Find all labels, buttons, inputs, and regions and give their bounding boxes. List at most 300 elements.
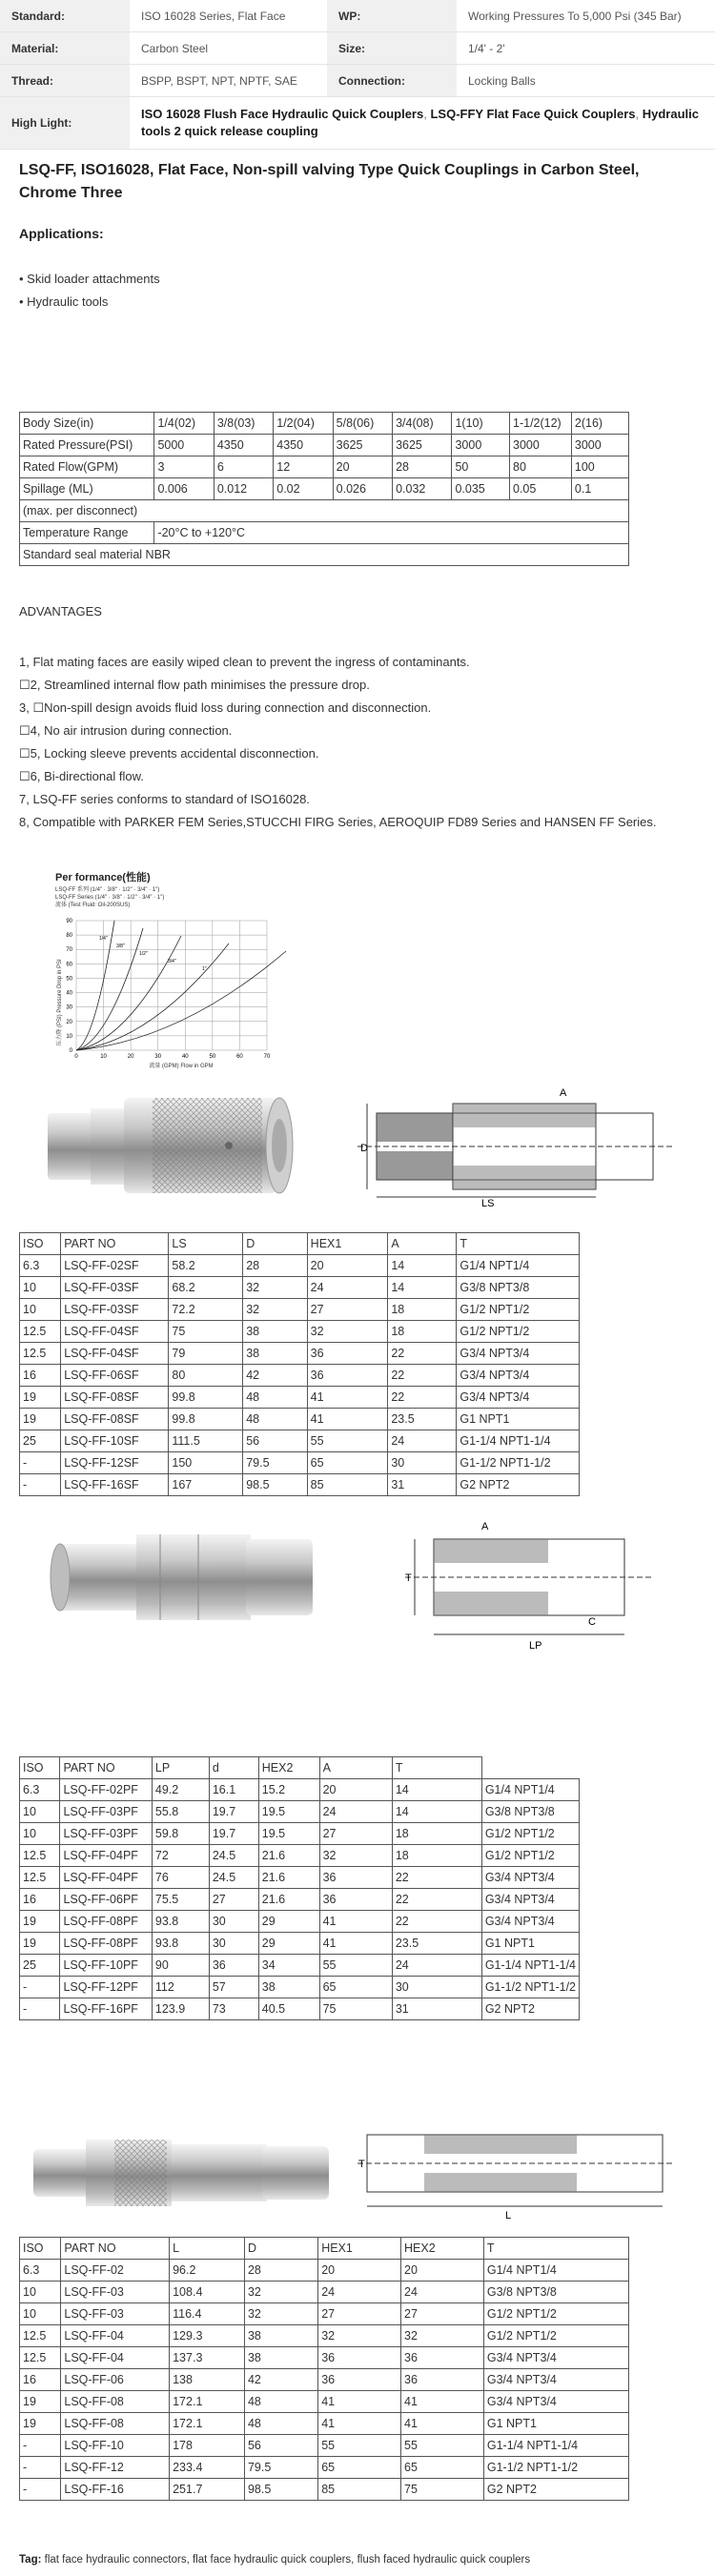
- size-cell: 100: [571, 456, 628, 478]
- table-cell: 98.5: [244, 2479, 317, 2501]
- diagram-label: C: [588, 1616, 596, 1628]
- table-cell: LSQ-FF-03SF: [61, 1299, 169, 1321]
- table-cell: 38: [243, 1321, 307, 1343]
- table-row: [20, 2435, 629, 2457]
- table-cell: LSQ-FF-10SF: [61, 1430, 169, 1452]
- table-header-cell: T: [483, 2238, 628, 2260]
- socket-spec-table: [19, 1232, 580, 1496]
- table-cell: 14: [388, 1255, 457, 1277]
- size-cell: 5/8(06): [333, 413, 392, 435]
- table-cell: 123.9: [152, 1998, 209, 2020]
- size-cell: 0.032: [393, 478, 452, 500]
- table-cell: LSQ-FF-03PF: [60, 1801, 152, 1823]
- tag-link[interactable]: flush faced hydraulic quick couplers: [357, 2554, 531, 2566]
- table-cell: 65: [318, 2457, 401, 2479]
- table-cell: 22: [392, 1911, 481, 1933]
- table-cell: G3/4 NPT3/4: [481, 1867, 579, 1889]
- table-cell: 6.3: [20, 2260, 61, 2282]
- table-cell: 25: [20, 1430, 61, 1452]
- table-cell: G1/2 NPT1/2: [457, 1321, 580, 1343]
- size-cell: Body Size(in): [20, 413, 154, 435]
- table-cell: 55: [401, 2435, 484, 2457]
- table-cell: 10: [20, 2303, 61, 2325]
- size-cell: 1/4(02): [154, 413, 214, 435]
- table-cell: G3/8 NPT3/8: [457, 1277, 580, 1299]
- table-cell: 10: [20, 1299, 61, 1321]
- x-tick-label: 60: [236, 1054, 243, 1060]
- advantage-item: 8, Compatible with PARKER FEM Series,STUCCHI FIRG Series, AEROQUIP FD89 Series and HANSEN FF Series.: [19, 815, 657, 829]
- table-cell: LSQ-FF-12SF: [61, 1452, 169, 1474]
- table-header-cell: A: [388, 1233, 457, 1255]
- table-cell: LSQ-FF-06: [61, 2369, 170, 2391]
- table-cell: 55: [318, 2435, 401, 2457]
- size-cell: 0.1: [571, 478, 628, 500]
- table-cell: 32: [319, 1845, 392, 1867]
- table-cell: LSQ-FF-02PF: [60, 1779, 152, 1801]
- size-cell: 1-1/2(12): [510, 413, 572, 435]
- table-cell: 32: [244, 2303, 317, 2325]
- table-cell: 85: [307, 1474, 388, 1496]
- table-row: [20, 1343, 580, 1365]
- table-cell: 10: [20, 2282, 61, 2303]
- table-cell: 12.5: [20, 2347, 61, 2369]
- table-cell: 36: [307, 1343, 388, 1365]
- table-cell: 19.7: [209, 1823, 258, 1845]
- table-header-cell: d: [209, 1757, 258, 1779]
- table-cell: 32: [318, 2325, 401, 2347]
- table-cell: LSQ-FF-08PF: [60, 1911, 152, 1933]
- table-cell: 28: [244, 2260, 317, 2282]
- size-cell: 3625: [333, 435, 392, 456]
- table-header-row: [20, 1233, 580, 1255]
- table-cell: -: [20, 2479, 61, 2501]
- table-cell: 41: [319, 1933, 392, 1955]
- table-header-cell: A: [319, 1757, 392, 1779]
- table-cell: 29: [258, 1933, 319, 1955]
- size-cell: 12: [274, 456, 333, 478]
- table-cell: -: [20, 1998, 60, 2020]
- diagram-label: LS: [481, 1198, 495, 1208]
- table-cell: 23.5: [392, 1933, 481, 1955]
- table-cell: 96.2: [170, 2260, 245, 2282]
- performance-ylabel: 压力降 (PSI) Pressure Drop in PSI: [57, 959, 63, 1046]
- table-cell: G3/4 NPT3/4: [481, 1889, 579, 1911]
- advantage-item: 1, Flat mating faces are easily wiped clean to prevent the ingress of contaminants.: [19, 655, 470, 669]
- table-cell: LSQ-FF-02: [61, 2260, 170, 2282]
- table-cell: 14: [392, 1779, 481, 1801]
- table-header-cell: HEX2: [258, 1757, 319, 1779]
- size-cell: 3/8(03): [214, 413, 273, 435]
- table-cell: 34: [258, 1955, 319, 1977]
- table-cell: 58.2: [169, 1255, 243, 1277]
- table-cell: 18: [392, 1823, 481, 1845]
- size-note: (max. per disconnect): [20, 500, 629, 522]
- table-cell: 24: [319, 1801, 392, 1823]
- table-header-cell: HEX1: [318, 2238, 401, 2260]
- table-cell: 6.3: [20, 1779, 60, 1801]
- table-cell: 24: [401, 2282, 484, 2303]
- diagram-label: LP: [529, 1640, 542, 1652]
- size-table: [19, 412, 629, 566]
- table-cell: 19: [20, 2391, 61, 2413]
- spec-value: 1/4' - 2': [457, 32, 715, 65]
- table-cell: 22: [388, 1365, 457, 1387]
- y-tick-label: 80: [66, 933, 72, 940]
- table-cell: LSQ-FF-02SF: [61, 1255, 169, 1277]
- highlight-link[interactable]: ISO 16028 Flush Face Hydraulic Quick Couplers: [141, 107, 424, 121]
- size-cell: 3: [154, 456, 214, 478]
- performance-chart: [48, 869, 296, 1069]
- table-cell: 29: [258, 1911, 319, 1933]
- x-tick-label: 10: [100, 1054, 107, 1060]
- socket-diagram: [358, 1085, 682, 1208]
- performance-line2: LSQ-FF Series (1/4" · 3/8" · 1/2" · 3/4" · 1"): [55, 895, 165, 901]
- x-tick-label: 70: [263, 1054, 271, 1060]
- table-cell: 65: [319, 1977, 392, 1998]
- curve-label: 3/4": [168, 959, 176, 964]
- socket-photo: [33, 1085, 329, 1204]
- y-tick-label: 10: [66, 1033, 72, 1040]
- table-cell: 93.8: [152, 1933, 209, 1955]
- spec-value: Locking Balls: [457, 65, 715, 97]
- size-cell: 5000: [154, 435, 214, 456]
- advantage-item: ☐2, Streamlined internal flow path minimises the pressure drop.: [19, 678, 370, 692]
- spec-table: [0, 0, 715, 150]
- table-cell: LSQ-FF-03: [61, 2303, 170, 2325]
- table-cell: LSQ-FF-10: [61, 2435, 170, 2457]
- table-header-cell: HEX2: [401, 2238, 484, 2260]
- y-tick-label: 60: [66, 962, 72, 968]
- table-cell: 16: [20, 1889, 60, 1911]
- table-cell: 116.4: [170, 2303, 245, 2325]
- table-cell: G1/2 NPT1/2: [483, 2303, 628, 2325]
- table-row: [20, 2479, 629, 2501]
- table-cell: G1 NPT1: [457, 1409, 580, 1430]
- table-cell: 18: [388, 1299, 457, 1321]
- size-cell: 3000: [571, 435, 628, 456]
- table-cell: -: [20, 2435, 61, 2457]
- table-row: [20, 2282, 629, 2303]
- table-cell: 137.3: [170, 2347, 245, 2369]
- spec-key: WP:: [327, 0, 457, 32]
- performance-curve: [76, 951, 286, 1050]
- table-cell: 22: [388, 1387, 457, 1409]
- table-cell: LSQ-FF-16: [61, 2479, 170, 2501]
- application-item: • Skid loader attachments: [19, 272, 160, 286]
- size-cell: 28: [393, 456, 452, 478]
- curve-label: 1/2": [139, 951, 148, 957]
- table-cell: G3/8 NPT3/8: [481, 1801, 579, 1823]
- spec-value: BSPP, BSPT, NPT, NPTF, SAE: [130, 65, 327, 97]
- table-cell: 16.1: [209, 1779, 258, 1801]
- table-cell: 28: [243, 1255, 307, 1277]
- table-cell: 55: [319, 1955, 392, 1977]
- application-item: • Hydraulic tools: [19, 294, 109, 309]
- spec-row: [0, 65, 715, 97]
- table-cell: 31: [388, 1474, 457, 1496]
- table-cell: 14: [392, 1801, 481, 1823]
- table-cell: G2 NPT2: [457, 1474, 580, 1496]
- table-header-cell: ISO: [20, 1757, 60, 1779]
- table-cell: 41: [307, 1387, 388, 1409]
- table-header-cell: D: [243, 1233, 307, 1255]
- size-cell: 0.012: [214, 478, 273, 500]
- table-cell: 79.5: [244, 2457, 317, 2479]
- table-cell: G3/4 NPT3/4: [457, 1387, 580, 1409]
- seal-note: Standard seal material NBR: [20, 544, 629, 566]
- table-cell: 41: [318, 2391, 401, 2413]
- table-cell: 75.5: [152, 1889, 209, 1911]
- table-cell: LSQ-FF-16PF: [60, 1998, 152, 2020]
- spec-value: ISO 16028 Series, Flat Face: [130, 0, 327, 32]
- size-cell: 6: [214, 456, 273, 478]
- table-cell: 138: [170, 2369, 245, 2391]
- size-cell: 4350: [214, 435, 273, 456]
- table-cell: G3/4 NPT3/4: [457, 1343, 580, 1365]
- table-cell: 90: [152, 1955, 209, 1977]
- table-cell: 48: [243, 1409, 307, 1430]
- table-cell: 32: [307, 1321, 388, 1343]
- advantage-item: ☐6, Bi-directional flow.: [19, 769, 144, 783]
- performance-curve: [76, 943, 229, 1050]
- table-cell: 111.5: [169, 1430, 243, 1452]
- tag-link[interactable]: flat face hydraulic quick couplers: [192, 2554, 352, 2566]
- table-row: [20, 2391, 629, 2413]
- table-cell: 40.5: [258, 1998, 319, 2020]
- size-cell: 1(10): [452, 413, 510, 435]
- plug-photo: [36, 1515, 322, 1639]
- y-tick-label: 90: [66, 919, 72, 924]
- performance-title: Per formance(性能): [55, 872, 151, 883]
- table-row: [20, 1299, 580, 1321]
- table-cell: G1/4 NPT1/4: [481, 1779, 579, 1801]
- table-cell: 19.7: [209, 1801, 258, 1823]
- table-header-row: [20, 1757, 580, 1779]
- spec-key: Size:: [327, 32, 457, 65]
- size-cell: 3000: [452, 435, 510, 456]
- table-cell: 12.5: [20, 2325, 61, 2347]
- table-cell: 24.5: [209, 1845, 258, 1867]
- performance-line1: LSQ-FF 系列 (1/4" · 3/8" · 1/2" · 3/4" · 1"): [55, 887, 160, 893]
- table-row: [20, 1430, 580, 1452]
- table-cell: 32: [401, 2325, 484, 2347]
- table-cell: 41: [401, 2413, 484, 2435]
- table-cell: 24: [392, 1955, 481, 1977]
- table-cell: 80: [169, 1365, 243, 1387]
- table-cell: G3/4 NPT3/4: [483, 2369, 628, 2391]
- table-cell: 10: [20, 1823, 60, 1845]
- advantage-item: 7, LSQ-FF series conforms to standard of ISO16028.: [19, 792, 310, 806]
- table-cell: 42: [244, 2369, 317, 2391]
- table-cell: 23.5: [388, 1409, 457, 1430]
- table-cell: 15.2: [258, 1779, 319, 1801]
- size-cell: Rated Flow(GPM): [20, 456, 154, 478]
- table-header-cell: HEX1: [307, 1233, 388, 1255]
- table-cell: 12.5: [20, 1321, 61, 1343]
- table-cell: 30: [209, 1911, 258, 1933]
- table-cell: 36: [401, 2369, 484, 2391]
- table-cell: 38: [244, 2347, 317, 2369]
- table-row: [20, 1867, 580, 1889]
- table-cell: G1/2 NPT1/2: [457, 1299, 580, 1321]
- table-cell: G3/4 NPT3/4: [481, 1911, 579, 1933]
- table-cell: G1-1/2 NPT1-1/2: [481, 1977, 579, 1998]
- table-header-cell: PART NO: [61, 1233, 169, 1255]
- table-header-cell: T: [392, 1757, 481, 1779]
- size-row: [20, 435, 629, 456]
- table-cell: 14: [388, 1277, 457, 1299]
- size-cell: 2(16): [571, 413, 628, 435]
- table-cell: 36: [307, 1365, 388, 1387]
- table-cell: 72.2: [169, 1299, 243, 1321]
- x-tick-label: 40: [181, 1054, 189, 1060]
- table-cell: 27: [401, 2303, 484, 2325]
- size-cell: 0.035: [452, 478, 510, 500]
- table-row: [20, 1801, 580, 1823]
- table-cell: G1-1/2 NPT1-1/2: [457, 1452, 580, 1474]
- table-cell: 19: [20, 2413, 61, 2435]
- table-cell: 56: [243, 1430, 307, 1452]
- table-cell: 32: [243, 1299, 307, 1321]
- size-cell: 1/2(04): [274, 413, 333, 435]
- table-row: [20, 2325, 629, 2347]
- table-cell: 36: [319, 1867, 392, 1889]
- advantages-heading: ADVANTAGES: [19, 604, 102, 619]
- seal-row: [20, 544, 629, 566]
- table-cell: 75: [169, 1321, 243, 1343]
- table-cell: 76: [152, 1867, 209, 1889]
- table-row: [20, 1933, 580, 1955]
- table-header-row: [20, 2238, 629, 2260]
- highlight-row: [0, 97, 715, 150]
- spec-value: Working Pressures To 5,000 Psi (345 Bar): [457, 0, 715, 32]
- table-header-cell: PART NO: [61, 2238, 170, 2260]
- table-header-cell: PART NO: [60, 1757, 152, 1779]
- size-row: [20, 413, 629, 435]
- table-cell: LSQ-FF-04SF: [61, 1343, 169, 1365]
- table-row: [20, 2303, 629, 2325]
- table-cell: 19: [20, 1409, 61, 1430]
- size-cell: 4350: [274, 435, 333, 456]
- table-cell: LSQ-FF-04PF: [60, 1845, 152, 1867]
- curve-label: 1/4": [99, 936, 108, 942]
- table-row: [20, 1365, 580, 1387]
- table-cell: LSQ-FF-12PF: [60, 1977, 152, 1998]
- y-tick-label: 0: [69, 1048, 72, 1054]
- table-cell: 41: [318, 2413, 401, 2435]
- table-cell: 21.6: [258, 1889, 319, 1911]
- table-cell: -: [20, 1452, 61, 1474]
- table-cell: 99.8: [169, 1409, 243, 1430]
- table-cell: 20: [319, 1779, 392, 1801]
- x-tick-label: 30: [154, 1054, 162, 1060]
- applications-heading: Applications:: [19, 226, 104, 241]
- table-row: [20, 1409, 580, 1430]
- diagram-label: L: [505, 2210, 512, 2221]
- spec-row: [0, 0, 715, 32]
- table-cell: G3/8 NPT3/8: [483, 2282, 628, 2303]
- table-cell: 36: [318, 2347, 401, 2369]
- table-cell: -: [20, 2457, 61, 2479]
- table-cell: 79: [169, 1343, 243, 1365]
- table-cell: LSQ-FF-12: [61, 2457, 170, 2479]
- table-row: [20, 2413, 629, 2435]
- table-cell: 85: [318, 2479, 401, 2501]
- table-cell: G3/4 NPT3/4: [483, 2347, 628, 2369]
- table-cell: 79.5: [243, 1452, 307, 1474]
- table-cell: 178: [170, 2435, 245, 2457]
- coupling-photo: [29, 2125, 334, 2221]
- table-cell: 112: [152, 1977, 209, 1998]
- table-header-cell: T: [457, 1233, 580, 1255]
- table-cell: G1 NPT1: [483, 2413, 628, 2435]
- table-row: [20, 1955, 580, 1977]
- table-header-cell: LP: [152, 1757, 209, 1779]
- table-header-cell: L: [170, 2238, 245, 2260]
- size-cell: 3625: [393, 435, 452, 456]
- table-cell: 30: [392, 1977, 481, 1998]
- table-cell: LSQ-FF-06SF: [61, 1365, 169, 1387]
- table-cell: 93.8: [152, 1911, 209, 1933]
- table-cell: 12.5: [20, 1343, 61, 1365]
- table-row: [20, 1387, 580, 1409]
- temperature-value: -20°C to +120°C: [154, 522, 629, 544]
- tag-link[interactable]: flat face hydraulic connectors: [44, 2554, 187, 2566]
- table-cell: 150: [169, 1452, 243, 1474]
- advantage-item: 3, ☐Non-spill design avoids fluid loss during connection and disconnection.: [19, 700, 432, 715]
- table-cell: 36: [401, 2347, 484, 2369]
- table-cell: 251.7: [170, 2479, 245, 2501]
- table-cell: -: [20, 1977, 60, 1998]
- performance-xlabel: 流量 (GPM) Flow in GPM: [149, 1064, 214, 1069]
- diagram-label: T: [358, 2159, 365, 2170]
- table-cell: 31: [392, 1998, 481, 2020]
- table-cell: 19.5: [258, 1823, 319, 1845]
- table-cell: 98.5: [243, 1474, 307, 1496]
- table-cell: 55.8: [152, 1801, 209, 1823]
- table-cell: 41: [401, 2391, 484, 2413]
- highlight-label: High Light:: [0, 97, 130, 150]
- table-cell: 30: [209, 1933, 258, 1955]
- size-cell: Spillage (ML): [20, 478, 154, 500]
- table-row: [20, 2369, 629, 2391]
- table-cell: LSQ-FF-04: [61, 2325, 170, 2347]
- advantages-list: [19, 651, 677, 834]
- y-tick-label: 70: [66, 947, 72, 954]
- table-cell: 21.6: [258, 1845, 319, 1867]
- table-cell: 68.2: [169, 1277, 243, 1299]
- spec-key: Thread:: [0, 65, 130, 97]
- table-cell: 20: [307, 1255, 388, 1277]
- highlight-link[interactable]: LSQ-FFY Flat Face Quick Couplers: [430, 107, 636, 121]
- table-header-cell: D: [244, 2238, 317, 2260]
- table-cell: 19.5: [258, 1801, 319, 1823]
- table-cell: 73: [209, 1998, 258, 2020]
- spec-key: Material:: [0, 32, 130, 65]
- highlight-link[interactable]: Hydraulic tools 2 quick release coupling: [141, 107, 699, 138]
- x-tick-label: 0: [74, 1054, 78, 1060]
- table-cell: G1/4 NPT1/4: [457, 1255, 580, 1277]
- table-cell: 49.2: [152, 1779, 209, 1801]
- table-cell: G1/2 NPT1/2: [483, 2325, 628, 2347]
- size-cell: 20: [333, 456, 392, 478]
- table-row: [20, 2457, 629, 2479]
- table-cell: 24.5: [209, 1867, 258, 1889]
- table-cell: 18: [388, 1321, 457, 1343]
- tag-line: Tag: flat face hydraulic connectors, flat face hydraulic quick couplers, flush faced hydraulic quick couplers: [19, 2554, 531, 2566]
- table-cell: 20: [318, 2260, 401, 2282]
- table-cell: 32: [244, 2282, 317, 2303]
